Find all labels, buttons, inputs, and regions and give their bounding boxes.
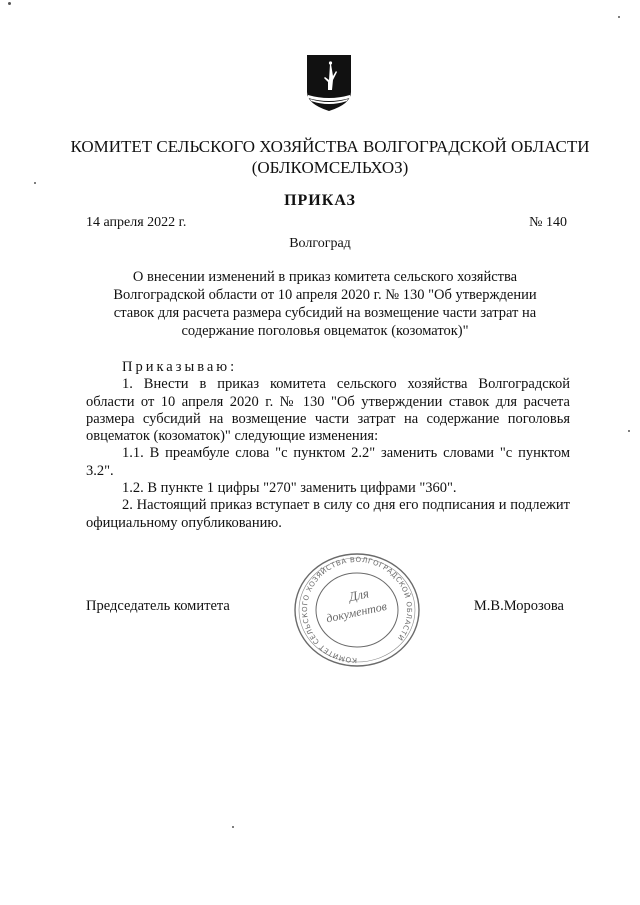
seal-ring-text: КОМИТЕТ СЕЛЬСКОГО ХОЗЯЙСТВА ВОЛГОГРАДСКОЙ ОБЛАСТИ — [300, 555, 414, 665]
volgograd-coat-of-arms-icon — [306, 54, 352, 112]
official-seal-stamp — [290, 548, 424, 670]
document-title-line: О внесении изменений в приказ комитета сельского хозяйства — [132, 269, 518, 285]
signer-position: Председатель комитета — [86, 598, 230, 614]
order-lead: Приказываю: — [122, 359, 238, 375]
organization-name-line2: (ОБЛКОМСЕЛЬХОЗ) — [251, 158, 409, 177]
seal-center-line2: документов — [324, 598, 388, 626]
document-title-line: Волгоградской области от 10 апреля 2020 г. № 130 "Об утверждении — [113, 287, 537, 303]
scan-speck — [618, 16, 620, 18]
scan-speck — [628, 430, 630, 432]
order-paragraph-2: 2. Настоящий приказ вступает в силу со дня его подписания и подлежит официальному опубликованию. — [86, 497, 570, 531]
order-paragraph-1-2: 1.2. В пункте 1 цифры "270" заменить цифрами "360". — [122, 480, 457, 497]
document-title-line: содержание поголовья овцематок (козоматок)" — [181, 323, 469, 339]
order-paragraph-1: 1. Внести в приказ комитета сельского хозяйства Волгоградской области от 10 апреля 2020 г. № 130 "Об утверждении ставок для расчета размера субсидий на возмещение части затрат на содержание поголовья овцематок (козоматок)" следующие изменения: — [86, 376, 570, 445]
order-paragraph-1-1: 1.1. В преамбуле слова "с пунктом 2.2" заменить словами "с пунктом 3.2". — [86, 445, 570, 479]
document-number: № 140 — [529, 215, 567, 230]
document-date: 14 апреля 2022 г. — [86, 215, 187, 230]
seal-center-line1: Для — [347, 585, 371, 605]
scan-speck — [34, 182, 36, 184]
document-title-line: ставок для расчета размера субсидий на возмещение части затрат на — [113, 305, 537, 321]
scan-speck — [232, 826, 234, 828]
scan-speck — [8, 2, 11, 5]
document-city: Волгоград — [289, 236, 351, 251]
document-type: ПРИКАЗ — [284, 192, 356, 209]
organization-name-line1: КОМИТЕТ СЕЛЬСКОГО ХОЗЯЙСТВА ВОЛГОГРАДСКОЙ ОБЛАСТИ — [70, 137, 590, 156]
document-title — [80, 268, 570, 340]
organization-name — [60, 136, 600, 178]
document-body — [86, 359, 570, 532]
signer-name: М.В.Морозова — [473, 598, 564, 614]
